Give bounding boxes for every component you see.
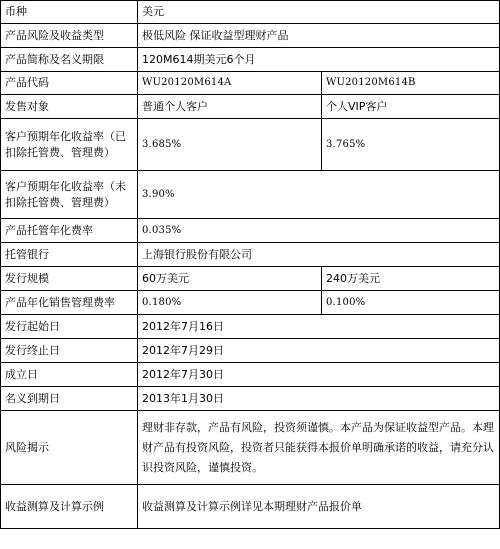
table-row (1, 411, 500, 485)
table-row (1, 171, 500, 219)
row-label: 发行规模 (1, 267, 138, 291)
table-row (1, 363, 500, 387)
table-row (1, 119, 500, 171)
row-value: 2012年7月16日 (138, 315, 500, 339)
row-value: 2013年1月30日 (138, 387, 500, 411)
row-label: 发行起始日 (1, 315, 138, 339)
row-label: 风险揭示 (1, 411, 138, 485)
row-value: 2012年7月29日 (138, 339, 500, 363)
row-label: 名义到期日 (1, 387, 138, 411)
table-row (1, 291, 500, 315)
risk-notice-text: 理财非存款，产品有风险，投资须谨慎。本产品为保证收益型产品。本理财产品有投资风险，投资者只能获得本报价单明确承诺的收益，请充分认识投资风险，谨慎投资。 (138, 411, 500, 485)
table-row (1, 267, 500, 291)
row-label: 成立日 (1, 363, 138, 387)
table-row (1, 243, 500, 267)
table-row (1, 24, 500, 48)
row-value: 收益测算及计算示例详见本期理财产品报价单 (138, 485, 500, 529)
row-value: 美元 (138, 1, 500, 24)
row-value: 0.035% (138, 219, 500, 243)
row-value: 上海银行股份有限公司 (138, 243, 500, 267)
row-value: 2012年7月30日 (138, 363, 500, 387)
row-value-b: 个人VIP客户 (322, 95, 500, 119)
row-value-b: 240万美元 (322, 267, 500, 291)
row-label: 币种 (1, 1, 138, 24)
table-row (1, 315, 500, 339)
row-value-a: 3.685% (138, 119, 322, 171)
row-value-a: WU20120M614A (138, 72, 322, 95)
table-row (1, 339, 500, 363)
row-value: 极低风险 保证收益型理财产品 (138, 24, 500, 48)
table-row (1, 485, 500, 529)
row-value: 120M614期美元6个月 (138, 48, 500, 72)
table-row (1, 72, 500, 95)
table-row (1, 48, 500, 72)
table-row (1, 219, 500, 243)
row-value-b: WU20120M614B (322, 72, 500, 95)
row-label: 发行终止日 (1, 339, 138, 363)
row-label: 客户预期年化收益率（未扣除托管费、管理费） (1, 171, 138, 219)
row-value-a: 60万美元 (138, 267, 322, 291)
row-label: 客户预期年化收益率（已扣除托管费、管理费） (1, 119, 138, 171)
row-label: 产品代码 (1, 72, 138, 95)
row-label: 产品年化销售管理费率 (1, 291, 138, 315)
row-value-b: 0.100% (322, 291, 500, 315)
table-row (1, 387, 500, 411)
row-value-a: 普通个人客户 (138, 95, 322, 119)
row-value-b: 3.765% (322, 119, 500, 171)
row-value-a: 0.180% (138, 291, 322, 315)
table-row (1, 1, 500, 24)
row-label: 产品简称及名义期限 (1, 48, 138, 72)
table-row (1, 95, 500, 119)
row-label: 产品托管年化费率 (1, 219, 138, 243)
row-label: 收益测算及计算示例 (1, 485, 138, 529)
row-value: 3.90% (138, 171, 500, 219)
row-label: 发售对象 (1, 95, 138, 119)
row-label: 托管银行 (1, 243, 138, 267)
row-label: 产品风险及收益类型 (1, 24, 138, 48)
